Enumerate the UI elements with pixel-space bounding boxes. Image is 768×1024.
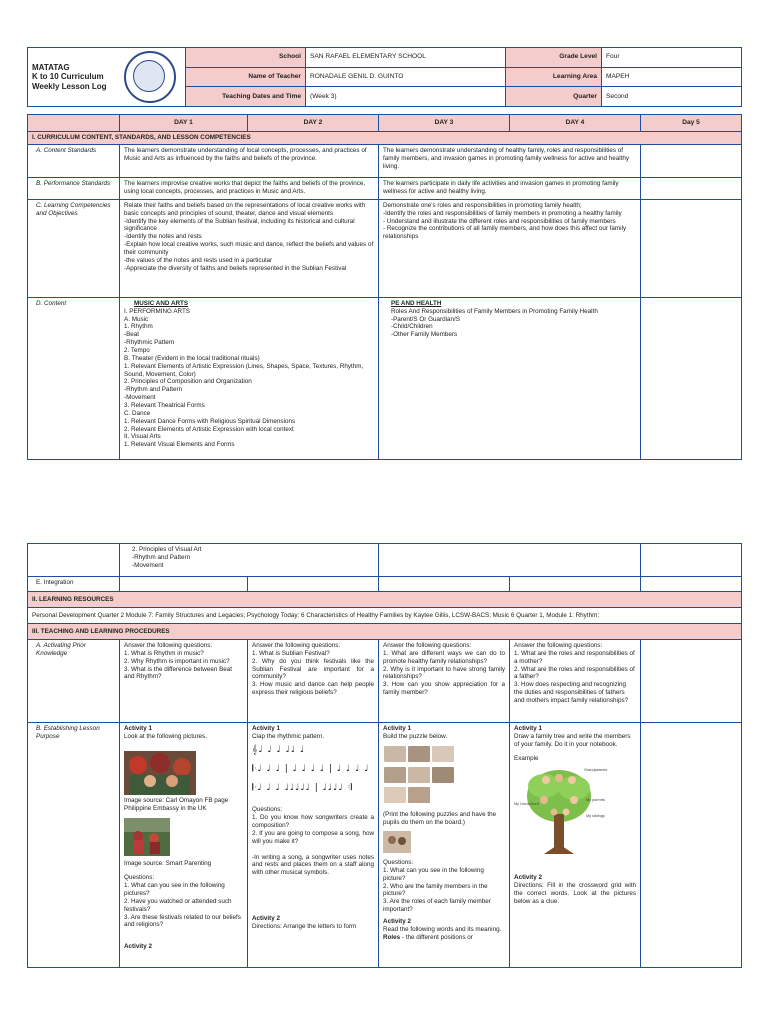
family-tree-illustration	[514, 762, 624, 862]
d3-roles-word: Roles	[383, 933, 401, 941]
area-label: Learning Area	[506, 67, 602, 87]
continued-visual-art: 2. Principles of Visual Art -Rhythm and Pattern -Movement	[120, 544, 379, 577]
grade-value: Four	[602, 48, 742, 68]
activating-day3: Answer the following questions: 1. What are different ways we can do to promote healthy family relationships? 2. Why is it important to have strong family relationships? 3. How can you show appreciation for a family member?	[379, 640, 510, 723]
d1-activity1-intro: Look at the following pictures.	[124, 732, 207, 740]
d3-activity1-intro: Build the puzzle below.	[383, 732, 448, 740]
pe-health-heading: PE AND HEALTH	[391, 299, 442, 307]
d3-activity2-title: Activity 2	[383, 918, 412, 926]
day-header-1: DAY 1	[120, 115, 248, 132]
continued-label	[28, 544, 120, 577]
section-3-title: III. TEACHING AND LEARNING PROCEDURES	[28, 624, 742, 640]
competencies-health: Demonstrate one's roles and responsibilities in promoting family health; -Identify the roles and responsibilities of family members in promoting a healthy family - Understand and illustrate the different roles and responsibilities of family members - Recognize the contributions of all family members, and how does this affect our family relationships	[379, 199, 641, 297]
page-2-main	[27, 543, 741, 968]
establishing-day2	[248, 723, 379, 968]
section-1-title: I. CURRICULUM CONTENT, STANDARDS, AND LESSON COMPETENCIES	[28, 132, 742, 145]
d1-questions: Questions: 1. What can you see in the following pictures? 2. Have you watched or attended such festivals? 3. Are these festivals related to our beliefs and religions?	[124, 874, 241, 929]
integration-day5	[641, 577, 742, 592]
d1-activity1-title: Activity 1	[124, 725, 152, 732]
learning-resources: Personal Development Quarter 2 Module 7: Family Structures and Legacies; Psychology Today: 6 Characteristics of Healthy Families by Kaytee Gillis, LCSW-BACS; Music 6 Quarter 1, Module 1: Rhythm;	[28, 608, 742, 624]
d4-example-label: Example	[514, 754, 539, 762]
area-value: MAPEH	[602, 67, 742, 87]
rhythm-pattern-2: 𝄆♩ ♩ ♩ | ♩ ♩ ♩ ♩ | ♩ ♩ ♩ ♩	[252, 763, 370, 774]
content-standards-health: The learners demonstrate understanding of healthy family, roles and responsibilities of family members, and invasion games in promoting family wellness for active and healthy living.	[379, 144, 641, 177]
tree-label-siblings: My siblings	[586, 814, 605, 819]
continued-health	[379, 544, 641, 577]
music-arts-outline: I. PERFORMING ARTS A. Music 1. Rhythm -Beat -Rhythmic Pattern 2. Tempo B. Theater (Evident in the local traditional rituals) 1. Relevant Elements of Artistic Expression (Lines, Shapes, Space, Textures, Rhythm, Sound, Movement, Color) 2. Principles of Composition and Organization -Rhythm and Pattern -Movement 3. Relevant Theatrical Forms C. Dance 1. Relevant Dance Forms with Religious Spiritual Dimensions 2. Relevant Elements of Artistic Expression with local context II. Visual Arts 1. Relevant Visual Elements and Forms	[124, 307, 364, 449]
page-1-main	[27, 114, 741, 460]
day-header-empty	[28, 115, 120, 132]
school-value: SAN RAFAEL ELEMENTARY SCHOOL	[306, 48, 506, 68]
d1-activity2-title: Activity 2	[124, 943, 152, 951]
content-health	[379, 297, 641, 459]
grade-label: Grade Level	[506, 48, 602, 68]
d3-roles-text: - the different positions or	[401, 933, 473, 941]
activating-day5	[641, 640, 742, 723]
tree-label-parents: My parents	[586, 798, 605, 803]
d3-note: (Print the following puzzles and have the pupils do them on the board.)	[383, 811, 497, 827]
lesson-log-table-continued	[27, 543, 742, 968]
competencies-label: C. Learning Competencies and Objectives	[28, 199, 120, 297]
integration-label: E. Integration	[28, 577, 120, 592]
doc-title-line1: MATATAG	[32, 62, 70, 72]
d4-activity1-title: Activity 1	[514, 725, 543, 732]
rhythm-pattern-1: 𝄞♩ ♩ ♩ ♩♩ ♩	[252, 744, 306, 755]
performance-standards-music: The learners improvise creative works that depict the faiths and beliefs of the province, using local concepts, processes, and practices in Music and Arts.	[120, 177, 379, 199]
performance-standards-health: The learners participate in daily life activities and invasion games in promoting family wellness for active and healthy living.	[379, 177, 641, 199]
dates-value: (Week 3)	[306, 87, 506, 107]
activating-day4: Answer the following questions: 1. What are the roles and responsibilities of a mother? 2. What are the roles and responsibilities of a father? 3. How does respecting and recognizing the duties and responsibilities of fathers and mothers impact family relationships?	[510, 640, 641, 723]
content-label: D. Content	[28, 297, 120, 459]
day-header-4: DAY 4	[510, 115, 641, 132]
teacher-label: Name of Teacher	[186, 67, 306, 87]
doc-title-line3: Weekly Lesson Log	[32, 81, 107, 91]
tree-label-uncle: My Uncle/Aunt	[514, 802, 539, 807]
family-tree-icon	[514, 762, 624, 862]
d4-activity2-title: Activity 2	[514, 874, 543, 882]
competencies-day5	[641, 199, 742, 297]
content-music	[120, 297, 379, 459]
quarter-value: Second	[602, 87, 742, 107]
doc-title-line2: K to 10 Curriculum	[32, 72, 104, 82]
family-puzzle-image	[383, 745, 463, 808]
rhythm-pattern-3: 𝄆♩ ♩ ♩ ♩♩♩♩♩ | ♩♩♩♩ 𝄇	[252, 783, 353, 794]
establishing-day5	[641, 723, 742, 968]
establishing-day1	[120, 723, 248, 968]
dates-label: Teaching Dates and Time	[186, 87, 306, 107]
teacher-value: RONADALE GENIL D. GUINTO	[306, 67, 506, 87]
continued-day5	[641, 544, 742, 577]
d3-questions: Questions: 1. What can you see in the following picture? 2. Who are the family members in the picture? 3. Are the roles of each family member important?	[383, 859, 491, 914]
activating-label: A. Activating Prior Knowledge	[28, 640, 120, 723]
performance-standards-day5	[641, 177, 742, 199]
integration-day2	[248, 577, 379, 592]
d2-activity1-title: Activity 1	[252, 725, 280, 732]
competencies-music: Relate their faiths and beliefs based on the representations of local creative works with basic concepts and principles of sound, theater, dance and visual elements -Identify the key elements of the Sublian festival, including its historical and cultural significance -Identify the notes and rests -Explain how local creative works, such music and dance, reflect the beliefs and values of their community -the values of the notes and rests used in a particular -Appreciate the diversity of faiths and beliefs represented in the Sublian Festival	[120, 199, 379, 297]
performance-standards-label: B. Performance Standards	[28, 177, 120, 199]
establishing-day4	[510, 723, 641, 968]
integration-day1	[120, 577, 248, 592]
page-1	[27, 47, 741, 107]
day-header-5: Day 5	[641, 115, 742, 132]
day-header-2: DAY 2	[248, 115, 379, 132]
festival-photo-1	[124, 751, 196, 795]
integration-day4	[510, 577, 641, 592]
header-title-cell	[28, 48, 186, 107]
d4-activity1-intro: Draw a family tree and write the members of your family. Do it in your notebook.	[514, 732, 631, 748]
festival-photo-2	[124, 818, 170, 856]
header-table	[27, 47, 742, 107]
d2-activity2-text: Directions: Arrange the letters to form	[252, 923, 357, 931]
d3-activity1-title: Activity 1	[383, 725, 412, 732]
d3-activity2-text: Read the following words and its meaning.	[383, 925, 502, 933]
content-standards-music: The learners demonstrate understanding of local concepts, processes, and practices of Music and Arts as influenced by the faiths and beliefs of the province.	[120, 144, 379, 177]
school-label: School	[186, 48, 306, 68]
d2-activity1-intro: Clap the rhythmic pattern.	[252, 732, 325, 740]
deped-seal-icon	[124, 51, 176, 103]
lesson-log-table	[27, 114, 742, 460]
pe-health-outline: Roles And Responsibilities of Family Members in Promoting Family Health -Parent/S Or Guardian/S -Child/Children -Other Family Members	[391, 307, 598, 339]
quarter-label: Quarter	[506, 87, 602, 107]
d2-questions: Questions: 1. Do you know how songwriters create a composition? 2. If you are going to compose a song, how will you make it? -In writing a song, a songwriter uses notes and rests and places them on a staff along with other musical symbols.	[252, 806, 375, 877]
establishing-label: B. Establishing Lesson Purpose	[28, 723, 120, 968]
activating-day1: Answer the following questions: 1. What is Rhythm in music? 2. Why Rhythm is important in music? 3. What is the difference between Beat and Rhythm?	[120, 640, 248, 723]
d1-image-source-2: Image source: Smart Parenting	[124, 860, 212, 868]
content-standards-label: A. Content Standards	[28, 144, 120, 177]
content-day5	[641, 297, 742, 459]
tree-label-grandparents: Grandparents	[584, 768, 608, 773]
content-standards-day5	[641, 144, 742, 177]
d2-activity2-title: Activity 2	[252, 915, 280, 923]
family-photo	[383, 831, 411, 853]
establishing-day3	[379, 723, 510, 968]
day-header-3: DAY 3	[379, 115, 510, 132]
section-2-title: II. LEARNING RESOURCES	[28, 592, 742, 608]
d4-activity2-text: Directions: Fill in the crossword grid with the correct words. Look at the pictures below as a clue.	[514, 882, 637, 906]
activating-day2: Answer the following questions: 1. What is Sublian Festival? 2. Why do you think festivals like the Sublian Festival are important for a community? 3. How music and dance can help people express their religious beliefs?	[248, 640, 379, 723]
integration-day3	[379, 577, 510, 592]
music-arts-heading: MUSIC AND ARTS	[134, 299, 189, 307]
d1-image-source-1: Image source: Carl Omayon FB page Philippine Embassy in the UK	[124, 796, 229, 812]
